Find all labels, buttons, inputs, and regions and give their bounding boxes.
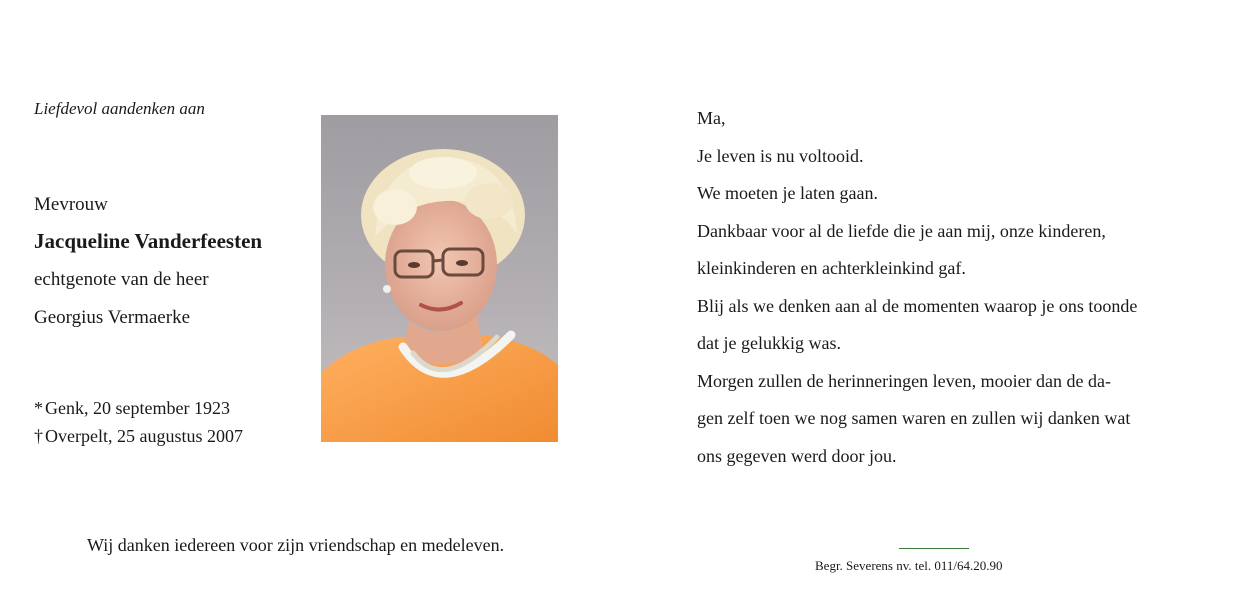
poem-line: Morgen zullen de herinneringen leven, mooier dan de da- [697,370,1112,391]
thanks-text: Wij danken iedereen voor zijn vriendschap en medeleven. [87,535,505,555]
death-line [34,426,243,447]
intro-text: Liefdevol aandenken aan [34,99,205,118]
deceased-name: Jacqueline Vanderfeesten [34,229,263,253]
honorific: Mevrouw [34,194,108,215]
poem-line: Blij als we denken aan al de momenten waarop je ons toonde [697,295,1138,316]
spouse-name: Georgius Vermaerke [34,307,190,328]
poem-line: We moeten je laten gaan. [697,183,878,203]
birth-line [34,398,230,419]
poem-line: ons gegeven werd door jou. [697,445,897,466]
poem-line: Dankbaar voor al de liefde die je aan mij, onze kinderen, [697,220,1106,241]
poem-line: dat je gelukkig was. [697,333,841,353]
printer-credit: Begr. Severens nv. tel. 011/64.20.90 [815,558,1003,573]
birth-star-icon: * [34,398,43,418]
poem-line: gen zelf toen we nog samen waren en zullen wij danken wat [697,408,1131,428]
footer-divider [899,548,969,549]
death-cross-icon: † [34,426,43,446]
death-text: Overpelt, 25 augustus 2007 [45,426,243,446]
poem-line: kleinkinderen en achterkleinkind gaf. [697,258,966,278]
portrait-photo [321,115,558,442]
spouse-label: echtgenote van de heer [34,269,209,290]
poem-text [697,107,1137,482]
birth-text: Genk, 20 september 1923 [45,398,230,418]
poem-line: Ma, [697,108,726,128]
poem-line: Je leven is nu voltooid. [697,145,864,166]
